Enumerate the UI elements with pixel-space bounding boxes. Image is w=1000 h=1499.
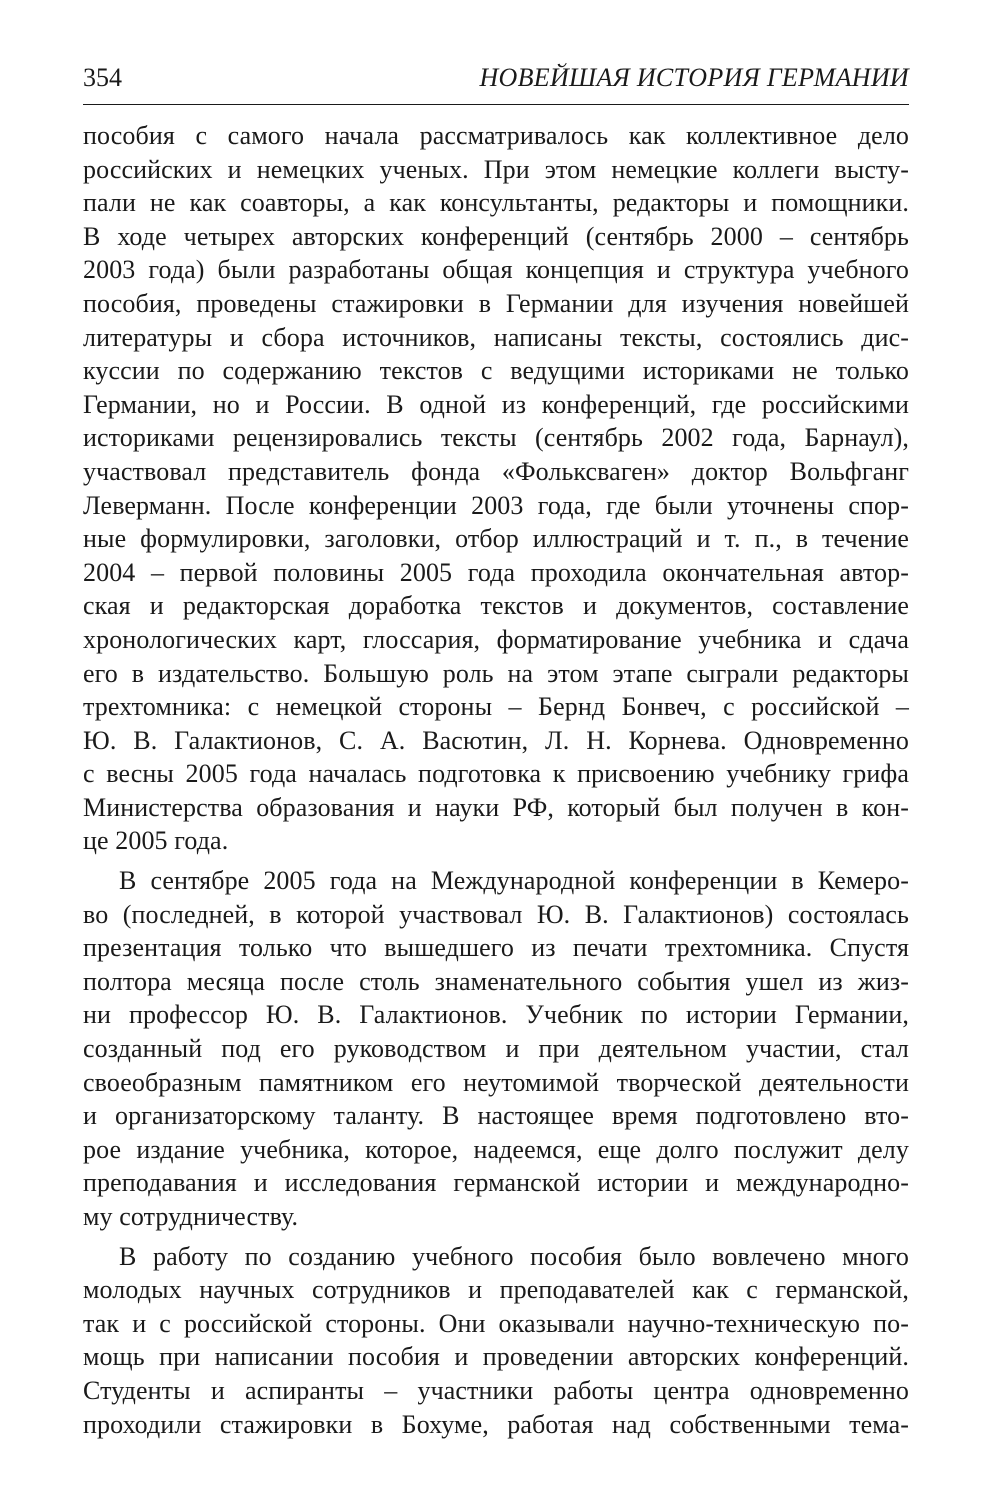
text-line: ни профессор Ю. В. Галактионов. Учебник по истории Германии, — [83, 1000, 909, 1030]
text-line: российских и немецких ученых. При этом немецкие коллеги высту- — [83, 154, 909, 184]
text-line: трехтомника: с немецкой стороны – Бернд Бонвеч, с российской – — [83, 692, 909, 722]
text-line: куссии по содержанию текстов с ведущими историками не только — [83, 356, 909, 386]
text-line: Леверманн. После конференции 2003 года, где были уточнены спор- — [83, 490, 909, 520]
text-line: участвовал представитель фонда «Фольксваген» доктор Вольфганг — [83, 456, 909, 486]
text-line: пособия с самого начала рассматривалось как коллективное дело — [83, 121, 909, 150]
text-line: Германии, но и России. В одной из конференций, где российскими — [83, 389, 909, 419]
text-line: мощь при написании пособия и проведении авторских конференций. — [83, 1342, 909, 1372]
text-line: хронологических карт, глоссария, форматирование учебника и сдача — [83, 624, 909, 654]
text-line: му сотрудничеству. — [83, 1202, 299, 1231]
text-line: и организаторскому таланту. В настоящее время подготовлено вто- — [83, 1101, 909, 1131]
text-line: во (последней, в которой участвовал Ю. В. Галактионов) состоялась — [83, 899, 909, 929]
text-line: В ходе четырех авторских конференций (сентябрь 2000 – сентябрь — [83, 221, 909, 251]
text-line: В сентябре 2005 года на Международной конференции в Кемеро- — [119, 866, 909, 896]
text-line: це 2005 года. — [83, 826, 229, 856]
text-line: В работу по созданию учебного пособия было вовлечено много — [119, 1241, 909, 1271]
running-head — [83, 58, 909, 98]
text-line: ные формулировки, заголовки, отбор иллюстраций и т. п., в течение — [83, 524, 909, 554]
text-line: своеобразным памятником его неутомимой творческой деятельности — [83, 1067, 909, 1097]
text-line: созданный под его руководством и при деятельном участии, стал — [83, 1034, 909, 1064]
text-line: Ю. В. Галактионов, С. А. Васютин, Л. Н. Корнева. Одновременно — [83, 725, 909, 755]
text-line: 2003 года) были разработаны общая концепция и структура учебного — [83, 255, 909, 285]
text-line: молодых научных сотрудников и преподавателей как с германской, — [83, 1275, 909, 1305]
body-text — [83, 119, 909, 1441]
text-line: историками рецензировались тексты (сентябрь 2002 года, Барнаул), — [83, 423, 909, 453]
text-line: пособия, проведены стажировки в Германии для изучения новейшей — [83, 288, 909, 318]
header-rule — [83, 104, 909, 105]
text-line: его в издательство. Большую роль на этом этапе сыграли редакторы — [83, 658, 909, 688]
text-line: ская и редакторская доработка текстов и документов, составление — [83, 591, 909, 621]
text-line: полтора месяца после столь знаменательного события ушел из жиз- — [83, 966, 909, 996]
text-line: рое издание учебника, которое, надеемся, еще долго послужит делу — [83, 1134, 909, 1164]
text-line: презентация только что вышедшего из печати трехтомника. Спустя — [83, 933, 909, 963]
text-line: пали не как соавторы, а как консультанты, редакторы и помощники. — [83, 188, 909, 218]
text-line: преподавания и исследования германской истории и международно- — [83, 1168, 909, 1198]
text-line: литературы и сбора источников, написаны тексты, состоялись дис- — [83, 322, 909, 352]
text-line: Министерства образования и науки РФ, который был получен в кон- — [83, 792, 909, 822]
text-line: Студенты и аспиранты – участники работы центра одновременно — [83, 1375, 909, 1405]
book-page — [83, 58, 909, 1441]
text-line: 2004 – первой половины 2005 года проходила окончательная автор- — [83, 557, 909, 587]
running-title: НОВЕЙШАЯ ИСТОРИЯ ГЕРМАНИИ — [479, 63, 909, 92]
text-line: с весны 2005 года началась подготовка к присвоению учебнику грифа — [83, 759, 909, 789]
text-line: так и с российской стороны. Они оказывали научно-техническую по- — [83, 1308, 909, 1338]
text-line: проходили стажировки в Бохуме, работая над собственными тема- — [83, 1409, 909, 1439]
page-number: 354 — [83, 63, 122, 92]
